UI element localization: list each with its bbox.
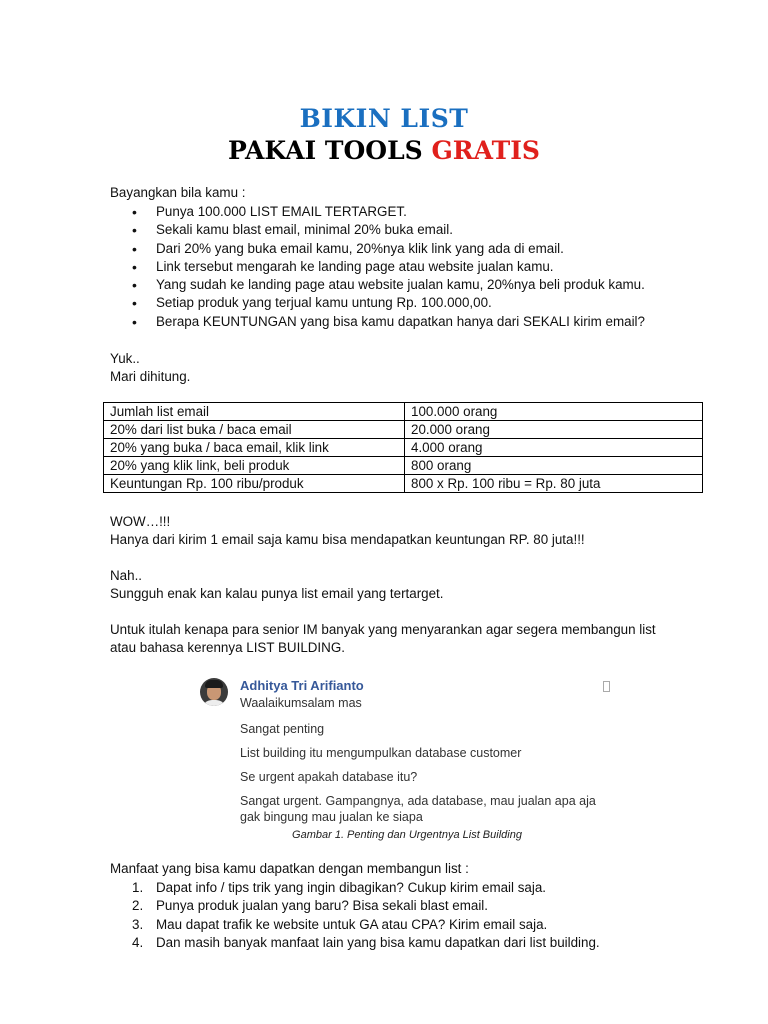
bullet-item: • Link tersebut mengarah ke landing page atau website jualan kamu. (110, 258, 645, 276)
title-line-2-red: GRATIS (431, 136, 540, 165)
list-item (110, 934, 600, 952)
bullet-item: • Setiap produk yang terjual kamu untung Rp. 100.000,00. (110, 294, 645, 312)
chat-message: Waalaikumsalam mas (240, 696, 362, 710)
table-cell-label: Keuntungan Rp. 100 ribu/produk (104, 475, 405, 493)
chat-message: Se urgent apakah database itu? (240, 770, 418, 784)
table-cell-value: 100.000 orang (405, 403, 703, 421)
list-number: 3. (132, 916, 144, 932)
nah-line: Sungguh enak kan kalau punya list email yang tertarget. (110, 586, 444, 601)
yuk-paragraph (110, 350, 710, 386)
chat-message: Sangat urgent. Gampangnya, ada database, mau jualan apa aja (240, 794, 596, 808)
intro-text: Bayangkan bila kamu : (110, 185, 246, 200)
table-cell-label: 20% dari list buka / baca email (104, 421, 405, 439)
table-cell-label: 20% yang buka / baca email, klik link (104, 439, 405, 457)
title-line-2-black: PAKAI TOOLS (228, 136, 423, 165)
title-line-2 (0, 136, 768, 165)
nah-paragraph (110, 567, 710, 603)
manfaat-intro: Manfaat yang bisa kamu dapatkan dengan membangun list : (110, 861, 469, 876)
wow-line: Hanya dari kirim 1 email saja kamu bisa mendapatkan keuntungan RP. 80 juta!!! (110, 532, 585, 547)
senior-line: atau bahasa kerennya LIST BUILDING. (110, 640, 345, 655)
bullet-item: • Dari 20% yang buka email kamu, 20%nya klik link yang ada di email. (110, 240, 645, 258)
table-cell-value: 800 orang (405, 457, 703, 475)
chat-screenshot (197, 673, 617, 841)
figure-caption: Gambar 1. Penting dan Urgentnya List Building (292, 829, 522, 841)
table-cell-label: 20% yang klik link, beli produk (104, 457, 405, 475)
bullet-list (110, 203, 645, 331)
wow-paragraph (110, 513, 710, 549)
list-number: 1. (132, 880, 144, 895)
bullet-item: • Sekali kamu blast email, minimal 20% buka email. (110, 221, 645, 239)
list-text: Dapat info / tips trik yang ingin dibagikan? Cukup kirim email saja. (156, 880, 547, 895)
chat-message: Sangat penting (240, 722, 325, 736)
manfaat-list (110, 879, 600, 952)
list-text: Punya produk jualan yang baru? Bisa sekali blast email. (156, 898, 488, 914)
senior-paragraph (110, 621, 710, 657)
list-item (110, 879, 600, 897)
calculation-table (103, 402, 703, 493)
list-number: 4. (132, 934, 144, 950)
chat-message: List building itu mengumpulkan database customer (240, 746, 522, 760)
senior-line: Untuk itulah kenapa para senior IM banyak yang menyarankan agar segera membangun list (110, 622, 656, 637)
yuk-line: Mari dihitung. (110, 369, 191, 384)
table-cell-value: 800 x Rp. 100 ribu = Rp. 80 juta (405, 475, 703, 493)
bullet-item: • Yang sudah ke landing page atau website jualan kamu, 20%nya beli produk kamu. (110, 276, 645, 294)
title-line-1: BIKIN LIST (299, 104, 469, 133)
table-cell-value: 4.000 orang (405, 439, 703, 457)
bullet-item: • Berapa KEUNTUNGAN yang bisa kamu dapatkan hanya dari SEKALI kirim email? (110, 313, 645, 331)
chat-message: gak bingung mau jualan ke siapa (240, 810, 423, 824)
table-row (104, 439, 703, 457)
phone-icon (603, 681, 610, 692)
list-number: 2. (132, 898, 144, 914)
list-text: Dan masih banyak manfaat lain yang bisa kamu dapatkan dari list building. (156, 934, 600, 950)
nah-line: Nah.. (110, 568, 143, 583)
table-row (104, 475, 703, 493)
table-row (104, 457, 703, 475)
table-cell-label: Jumlah list email (104, 403, 405, 421)
wow-line: WOW…!!! (110, 514, 171, 529)
bullet-item: • Punya 100.000 LIST EMAIL TERTARGET. (110, 203, 645, 221)
avatar (200, 678, 228, 706)
list-item (110, 916, 600, 934)
chat-sender-name: Adhitya Tri Arifianto (240, 678, 364, 693)
yuk-line: Yuk.. (110, 351, 140, 366)
list-item (110, 897, 600, 915)
table-row (104, 403, 703, 421)
table-row (104, 421, 703, 439)
table-cell-value: 20.000 orang (405, 421, 703, 439)
list-text: Mau dapat trafik ke website untuk GA atau CPA? Kirim email saja. (156, 916, 548, 932)
